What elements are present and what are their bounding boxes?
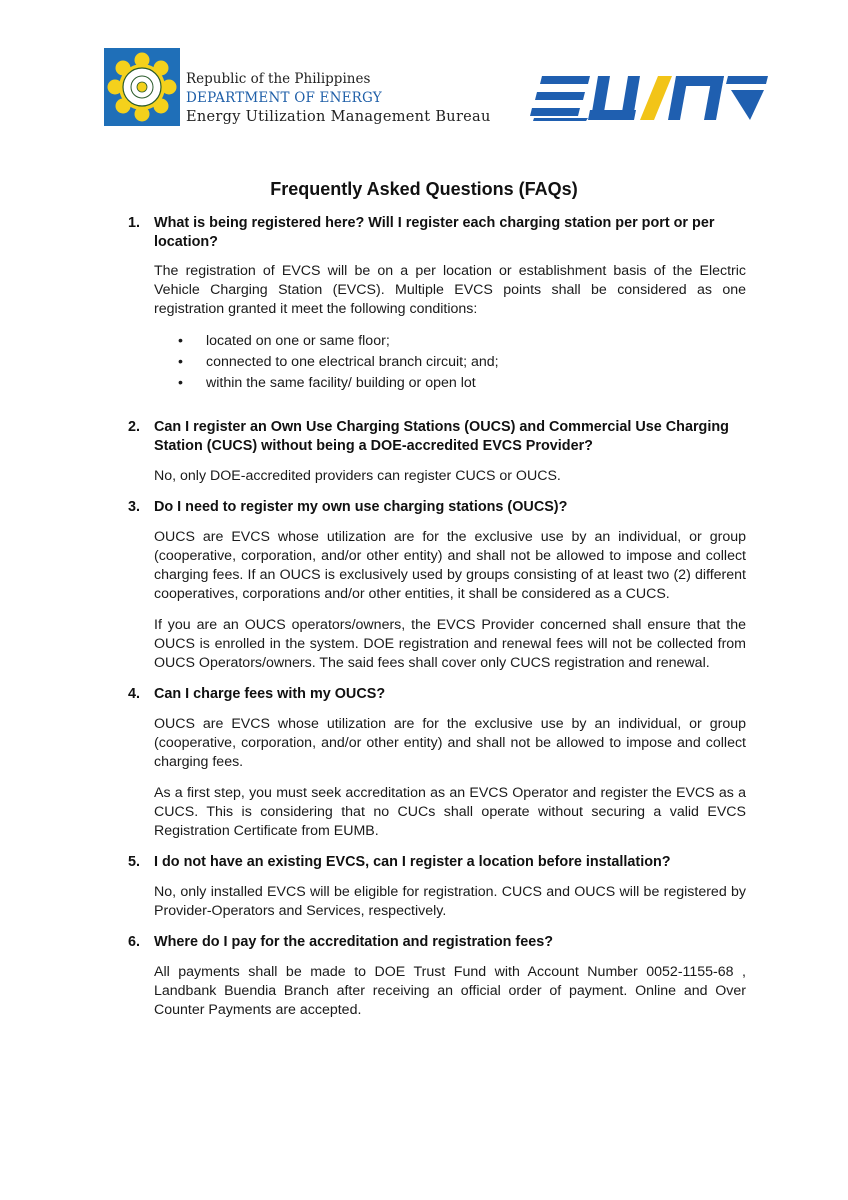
agency-bureau: Energy Utilization Management Bureau	[186, 109, 491, 125]
page-title: Frequently Asked Questions (FAQs)	[270, 179, 578, 199]
faq-number: 4.	[128, 686, 141, 702]
faq-answer-paragraph: No, only installed EVCS will be eligible for registration. CUCS and OUCS will be registered by Provider-Operators and Services, respectively.	[154, 884, 746, 919]
faq-question-text: I do not have an existing EVCS, can I register a location before installation?	[154, 854, 671, 870]
faq-number: 5.	[128, 854, 141, 870]
agency-department: DEPARTMENT OF ENERGY	[186, 90, 382, 106]
faq-item-5	[0, 853, 848, 921]
faq-item-6	[0, 933, 848, 1020]
faq-question-text: Can I charge fees with my OUCS?	[154, 686, 386, 702]
list-item: • connected to one electrical branch circuit; and;	[154, 352, 746, 373]
faq-question-5	[128, 853, 746, 872]
eumb-logo-icon	[528, 74, 768, 122]
faq-answer-1	[154, 262, 746, 394]
faq-answer-paragraph: If you are an OUCS operators/owners, the EVCS Provider concerned shall ensure that the OUCS is enrolled in the system. DOE registration and renewal fees will not be collected from OUCS Operators/owners. The said fees shall cover only CUCS registration and renewal.	[154, 617, 746, 671]
faq-answer-2	[154, 467, 746, 486]
faq-number: 6.	[128, 934, 141, 950]
faq-answer-4	[154, 715, 746, 841]
faq-answer-paragraph: OUCS are EVCS whose utilization are for the exclusive use by an individual, or group (cooperative, corporation, and/or other entity) and shall not be allowed to impose and collect charging fees. If an OUCS is exclusively used by groups consisting of at least two (2) different cooperatives, corporations and/or other entities, it shall be considered as a CUCS.	[154, 529, 746, 602]
faq-question-3	[128, 498, 746, 517]
faq-answer-paragraph: No, only DOE-accredited providers can register CUCS or OUCS.	[154, 468, 561, 484]
agency-block	[186, 70, 491, 127]
faq-question-text: Do I need to register my own use charging stations (OUCS)?	[154, 499, 568, 515]
faq-question-text: Can I register an Own Use Charging Stations (OUCS) and Commercial Use Charging Station (CUCS) without being a DOE-accredited EVCS Provider?	[154, 419, 729, 454]
agency-republic: Republic of the Philippines	[186, 71, 371, 87]
faq-number: 1.	[128, 215, 141, 231]
list-item: • within the same facility/ building or open lot	[154, 373, 746, 394]
faq-item-3	[0, 498, 848, 673]
conditions-list	[154, 331, 746, 394]
faq-question-2	[128, 418, 746, 456]
faq-answer-paragraph: All payments shall be made to DOE Trust Fund with Account Number 0052-1155-68 , Landbank Buendia Branch after receiving an official order of payment. Online and Over Counter Payments are accepted.	[154, 964, 746, 1018]
faq-item-4	[0, 685, 848, 841]
faq-item-2	[0, 418, 848, 486]
faq-item-1	[0, 214, 848, 394]
faq-answer-paragraph: The registration of EVCS will be on a per location or establishment basis of the Electric Vehicle Charging Station (EVCS). Multiple EVCS points shall be considered as one registration granted it meet the following conditions:	[154, 263, 746, 317]
faq-question-1	[128, 214, 746, 252]
faq-question-text: What is being registered here? Will I register each charging station per port or per location?	[154, 215, 715, 250]
faq-list	[0, 214, 848, 1032]
faq-answer-3	[154, 528, 746, 673]
faq-answer-6	[154, 963, 746, 1020]
faq-number: 2.	[128, 419, 141, 435]
letterhead	[0, 0, 848, 140]
faq-answer-5	[154, 883, 746, 921]
faq-question-text: Where do I pay for the accreditation and registration fees?	[154, 934, 554, 950]
faq-answer-paragraph: OUCS are EVCS whose utilization are for the exclusive use by an individual, or group (cooperative, corporation, and/or other entity) and shall not be allowed to impose and collect charging fees.	[154, 716, 746, 770]
faq-number: 3.	[128, 499, 141, 515]
faq-answer-paragraph: As a first step, you must seek accreditation as an EVCS Operator and register the EVCS as a CUCS. This is considering that no CUCs shall operate without securing a valid EVCS Registration Certificate from EUMB.	[154, 785, 746, 839]
faq-question-4	[128, 685, 746, 704]
faq-question-6	[128, 933, 746, 952]
list-item: • located on one or same floor;	[154, 331, 746, 352]
doe-seal-icon	[104, 48, 180, 126]
